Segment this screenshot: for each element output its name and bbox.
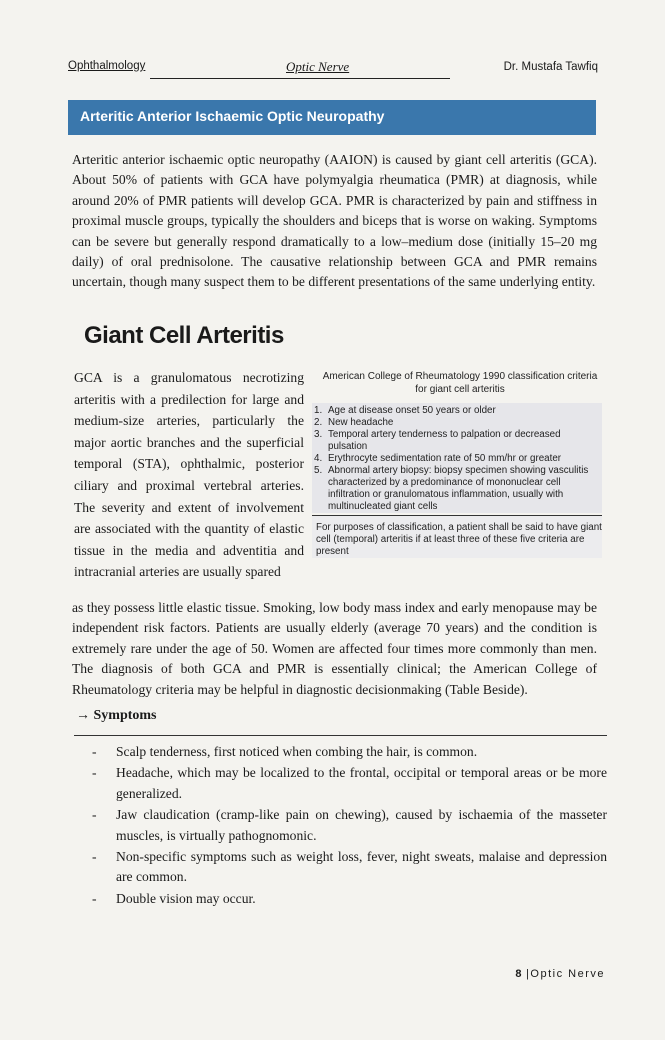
symptoms-list (92, 742, 607, 910)
page-footer (515, 968, 605, 980)
header-chapter: Optic Nerve (286, 59, 350, 74)
symptom-item: - Headache, which may be localized to the frontal, occipital or temporal areas or be more generalized. (92, 765, 607, 801)
criteria-table-note: For purposes of classification, a patient shall be said to have giant cell (temporal) arteritis if at least three of these five criteria are present (312, 515, 602, 558)
section-heading: Giant Cell Arteritis (84, 322, 284, 349)
footer-label: Optic Nerve (530, 968, 605, 980)
intro-paragraph: Arteritic anterior ischaemic optic neuropathy (AAION) is caused by giant cell arteritis (GCA). About 50% of patients with GCA have polymyalgia rheumatica (PMR) at diagnosis, while around 20% of PMR patients will develop GCA. PMR is characterized by pain and stiffness in proximal muscle groups, typically the shoulders and biceps that is worse on waking. Symptoms can be severe but generally respond dramatically to a low–medium dose (initially 15–20 mg daily) of oral prednisolone. The causative relationship between GCA and PMR remains uncertain, though many suspect them to be different presentations of the same underlying entity. (72, 152, 597, 290)
criteria-item: 4. Erythrocyte sedimentation rate of 50 mm/hr or greater (314, 453, 562, 464)
section-banner (68, 100, 596, 135)
symptom-item: - Scalp tenderness, first noticed when combing the hair, is common. (92, 744, 478, 759)
criteria-list (312, 403, 602, 513)
footer-separator: | (526, 968, 531, 980)
header-rule (150, 78, 450, 79)
header-author: Dr. Mustafa Tawfiq (503, 61, 598, 73)
criteria-table (312, 370, 602, 558)
section-banner-title: Arteritic Anterior Ischaemic Optic Neuropathy (80, 108, 385, 124)
header-subject: Ophthalmology (68, 60, 146, 72)
criteria-item: 2. New headache (314, 417, 394, 428)
symptom-item: - Non-specific symptoms such as weight loss, fever, night sweats, malaise and depression are common. (92, 849, 607, 885)
criteria-item: 3. Temporal artery tenderness to palpation or decreased pulsation (314, 429, 561, 452)
criteria-table-title: American College of Rheumatology 1990 classification criteria for giant cell arteritis (322, 371, 598, 395)
criteria-item: 1. Age at disease onset 50 years or older (314, 405, 496, 416)
symptoms-rule (74, 735, 607, 736)
gca-continued-paragraph: as they possess little elastic tissue. Smoking, low body mass index and early menopause may be independent risk factors. Patients are usually elderly (average 70 years) and the condition is extremely rare under the age of 50. Women are affected four times more commonly than men. The diagnosis of both GCA and PMR is essentially clinical; the American College of Rheumatology criteria may be helpful in diagnostic decisionmaking (Table Beside). (72, 600, 597, 697)
symptom-item: - Double vision may occur. (92, 890, 256, 906)
symptom-item: - Jaw claudication (cramp-like pain on chewing), caused by ischaemia of the masseter muscles, is virtually pathognomonic. (92, 807, 607, 843)
symptoms-heading: → Symptoms (76, 708, 157, 723)
gca-left-column-text: GCA is a granulomatous necrotizing arteritis with a predilection for large and medium-size arteries, particularly the major aortic branches and the superficial temporal (STA), ophthalmic, posterior ciliary and proximal vertebral arteries. The severity and extent of involvement are associated with the quantity of elastic tissue in the media and adventitia and intracranial arteries are usually spared (74, 370, 304, 580)
page-number: 8 (515, 968, 522, 980)
criteria-item: 5. Abnormal artery biopsy: biopsy specimen showing vasculitis characterized by a predominance of mononuclear cell infiltration or granulomatous inflammation, usually with multinucleated giant cells (314, 465, 589, 512)
